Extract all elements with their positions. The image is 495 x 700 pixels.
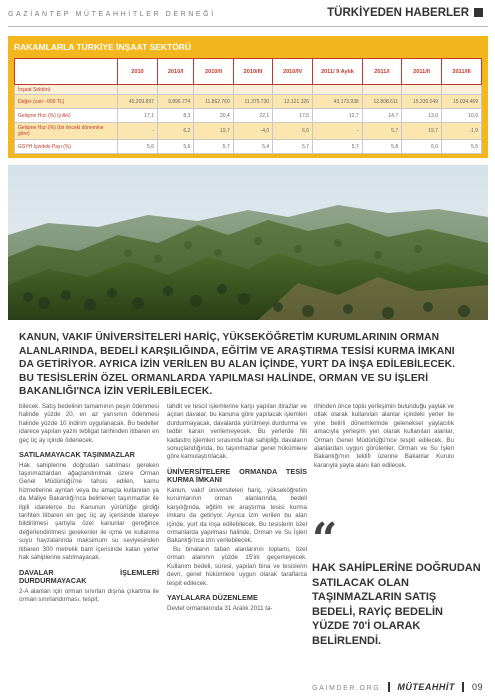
footer-divider bbox=[388, 682, 390, 692]
page-number: 09 bbox=[471, 682, 483, 692]
table-cell: 45.209.897 bbox=[118, 95, 158, 109]
table-cell: 12,7 bbox=[313, 109, 363, 123]
square-icon bbox=[474, 8, 483, 17]
table-cell: 19,7 bbox=[402, 123, 442, 140]
column-header: 2010 bbox=[118, 59, 158, 85]
association-name: GAZİANTEP MÜTEAHHİTLER DERNEĞİ bbox=[8, 11, 216, 18]
subheading: SATILAMAYACAK TAŞINMAZLAR bbox=[19, 450, 135, 460]
column-header: 2011/II bbox=[402, 59, 442, 85]
section-label: İnşaat Sektörü bbox=[15, 85, 118, 95]
table-row bbox=[15, 140, 482, 154]
row-label: GSYH İçindeki Payı (%) bbox=[15, 140, 118, 154]
table-cell: 5,7 bbox=[313, 140, 363, 154]
table-cell: 10,6 bbox=[442, 109, 482, 123]
row-label: Değer (cari - 000 TL) bbox=[15, 95, 118, 109]
stats-panel bbox=[8, 36, 488, 158]
stats-table bbox=[14, 58, 482, 154]
table-cell: 14,7 bbox=[362, 109, 401, 123]
article-column-3 bbox=[314, 403, 454, 470]
paragraph: 2-A alanları için orman sınırları dışına çıkartma ile orman sınırlandırması, tespit, bbox=[19, 587, 159, 604]
column-header: 2011/III bbox=[442, 59, 482, 85]
subheading: YAYLALARA DÜZENLEME bbox=[167, 592, 258, 602]
row-label: Gelişme Hızı (%) (yıllık) bbox=[15, 109, 118, 123]
table-cell: 17,1 bbox=[118, 109, 158, 123]
header-divider bbox=[8, 26, 488, 27]
table-cell: 5,7 bbox=[362, 123, 401, 140]
table-cell: 5,5 bbox=[442, 140, 482, 154]
lead-paragraph: KANUN, VAKIF ÜNİVERSİTELERİ HARİÇ, YÜKSEKÖĞRETİM KURUMLARININ ORMAN ALANLARINDA, BEDELİ KARŞILIĞINDA, EĞİTİM VE ARAŞTIRMA TESİSİ KURMA İMKANI DA GETİRİYOR. AYRICA İZİN VERİLEN BU ALAN İÇİNDE, YURT DA İNŞA EDİLEBİLECEK. BU TESİSLERİN ÖZEL ORMANLARDA YAPILMASI HALİNDE, ORMAN VE SU İŞLERİ BAKANLIĞI'NCA İZİN VERİLEBİLECEK. bbox=[19, 332, 456, 398]
column-header: 2011/I bbox=[362, 59, 401, 85]
table-cell: - bbox=[118, 123, 158, 140]
paragraph: Bu binaların taban alanlarının toplamı, özel orman alanının yüzde 15'ini geçemeyecek. Kullanım bedeli, süresi, yapılan bina ve tesislerin devri, genel hükümlere uygun olarak taraflarca tespit edilecek. bbox=[167, 545, 307, 587]
table-cell: 22,1 bbox=[233, 109, 272, 123]
column-header: 2010/IV bbox=[273, 59, 313, 85]
page-header bbox=[0, 0, 495, 28]
table-cell: 5,8 bbox=[362, 140, 401, 154]
paragraph: rihinden önce toplu yerleşimin bulunduğu yaylak ve otlak olarak kullanılan alanlar içindeki yerler ile yine belirli dönemlerinde geleneksel yaylacılık amacıyla yerleşim yeri olarak kullanılan alanlar, Orman Genel Müdürlüğü'nce tespit edilecek. Bu alanlardan uygun görülenler, Orman ve Su İşleri Bakanlığı'nın teklifi üzerine Bakanlar Kurulu kararıyla yayla alanı ilan edilecek. bbox=[314, 403, 454, 469]
section-title-text: TÜRKİYEDEN HABERLER bbox=[327, 7, 469, 19]
table-cell: 9.896.774 bbox=[157, 95, 193, 109]
magazine-name: MÜTEAHHİT bbox=[397, 682, 455, 692]
row-label: Gelişme Hızı (%) (bir önceki dönemine göre) bbox=[15, 123, 118, 140]
subheading: ÜNİVERSİTELERE ORMANDA TESİS KURMA İMKANI bbox=[167, 466, 307, 485]
paragraph: tahdit ve tescil işlemlerine karşı yapılan itirazlar ve açılan davalar, bu kanuna göre yapılacak işlemleri durdurmayacak, davalarda yürütmeyi durdurma ve tedbir kararı verilemeyecek. Bu yerlerde fiili kadastro işlemleri sırasında hak sahipliği, davaların sonuçlandığında, bu taşınmazlar genel hükümlere göre kamulaştırılacak. bbox=[167, 403, 307, 461]
table-cell: - bbox=[313, 123, 363, 140]
table-row bbox=[15, 109, 482, 123]
table-section-row bbox=[15, 85, 482, 95]
footer-divider bbox=[462, 682, 464, 692]
table-cell: 5,7 bbox=[194, 140, 233, 154]
table-cell: 6,2 bbox=[157, 123, 193, 140]
paragraph: Hak sahiplerine doğrudan satılması gereken taşınmazlardan ağaçlandırılmak üzere Orman Genel Müdürlüğü'ne tahsis edilen, kamu hizmetlerine ayrılan veya bu amaçla kullanılan ya da Maliye Bakanlığı'nca belirlenen taşınmazlar ile ilgili idarelerce bu Kanunun yürürlüğe girdiği tarihten itibaren en geç üç ay içerisinde idareye bildirilmesi şartıyla özel kanunlar gereğince değerlendirilmesi gerekenler ile içme ve kullanma suyu havzalarında maksimum su seviyesinden itibaren 300 metrelik bant içerisinde kalan yerler hak sahiplerine satılmayacak. bbox=[19, 461, 159, 562]
subheading: DAVALAR İŞLEMLERİ DURDURMAYACAK bbox=[19, 567, 159, 586]
article-column-1 bbox=[19, 403, 159, 605]
table-cell: 20,4 bbox=[194, 109, 233, 123]
table-row bbox=[15, 123, 482, 140]
table-header-row bbox=[15, 59, 482, 85]
paragraph: Kanun, vakıf üniversiteleri hariç, yükseköğretim kurumlarının orman alanlarında, bedeli karşılığında, eğitim ve araştırma tesisi kurma imkanı da getiriyor. Ayrıca izin verilen bu alan içinde, yurt da inşa edilebilecek. Bu tesislerin özel ormanlarda yapılması halinde, Orman ve Su İşleri Bakanlığı'nca izin verilebilecek. bbox=[167, 487, 307, 545]
quote-mark-icon: “ bbox=[312, 514, 338, 565]
table-cell: 15.034.469 bbox=[442, 95, 482, 109]
forest-landscape-photo bbox=[8, 165, 488, 320]
table-cell: 6,0 bbox=[402, 140, 442, 154]
table-cell: 5,6 bbox=[118, 140, 158, 154]
table-cell: 12.121.326 bbox=[273, 95, 313, 109]
paragraph: Devlet ormanlarında 31 Aralık 2011 ta- bbox=[167, 604, 273, 612]
table-cell: 13,0 bbox=[402, 109, 442, 123]
table-cell: 11.862.760 bbox=[194, 95, 233, 109]
table-cell: 43.173.938 bbox=[313, 95, 363, 109]
page-footer bbox=[312, 682, 483, 692]
table-cell: 17,5 bbox=[273, 109, 313, 123]
paragraph: bilecek. Satış bedelinin tamamının peşin ödenmesi halinde yüzde 20, en az yarısının ödenmesi halinde yüzde 10 indirim uygulanacak. Bu bedeller idarece yapılan yazılı tebligat tarihinden itibaren en geç üç ay içinde ödenecek. bbox=[19, 403, 159, 444]
column-header: 2010/I bbox=[157, 59, 193, 85]
article-column-2 bbox=[167, 403, 307, 613]
pull-quote: HAK SAHİPLERİNE DOĞRUDAN SATILACAK OLAN TAŞINMAZLARIN SATIŞ BEDELİ, RAYİÇ BEDELİN YÜZDE 70'İ OLARAK BELİRLENDİ. bbox=[312, 562, 481, 647]
table-cell: 5,7 bbox=[273, 140, 313, 154]
table-cell: 19,7 bbox=[194, 123, 233, 140]
table-cell: 6,6 bbox=[273, 123, 313, 140]
table-row bbox=[15, 95, 482, 109]
column-header: 2010/III bbox=[233, 59, 272, 85]
table-cell: -1,9 bbox=[442, 123, 482, 140]
section-title bbox=[327, 7, 483, 19]
table-cell: -4,0 bbox=[233, 123, 272, 140]
table-corner bbox=[15, 59, 118, 85]
table-cell: 11.375.730 bbox=[233, 95, 272, 109]
stats-title: RAKAMLARLA TÜRKİYE İNŞAAT SEKTÖRÜ bbox=[14, 42, 192, 52]
table-cell: 12.808.611 bbox=[362, 95, 401, 109]
column-header: 2010/II bbox=[194, 59, 233, 85]
table-cell: 5,4 bbox=[233, 140, 272, 154]
table-cell: 5,6 bbox=[157, 140, 193, 154]
table-cell: 8,3 bbox=[157, 109, 193, 123]
website: GAIMDER.ORG bbox=[312, 685, 381, 692]
column-header: 2011/ 9 Aylık bbox=[313, 59, 363, 85]
table-cell: 15.330.049 bbox=[402, 95, 442, 109]
